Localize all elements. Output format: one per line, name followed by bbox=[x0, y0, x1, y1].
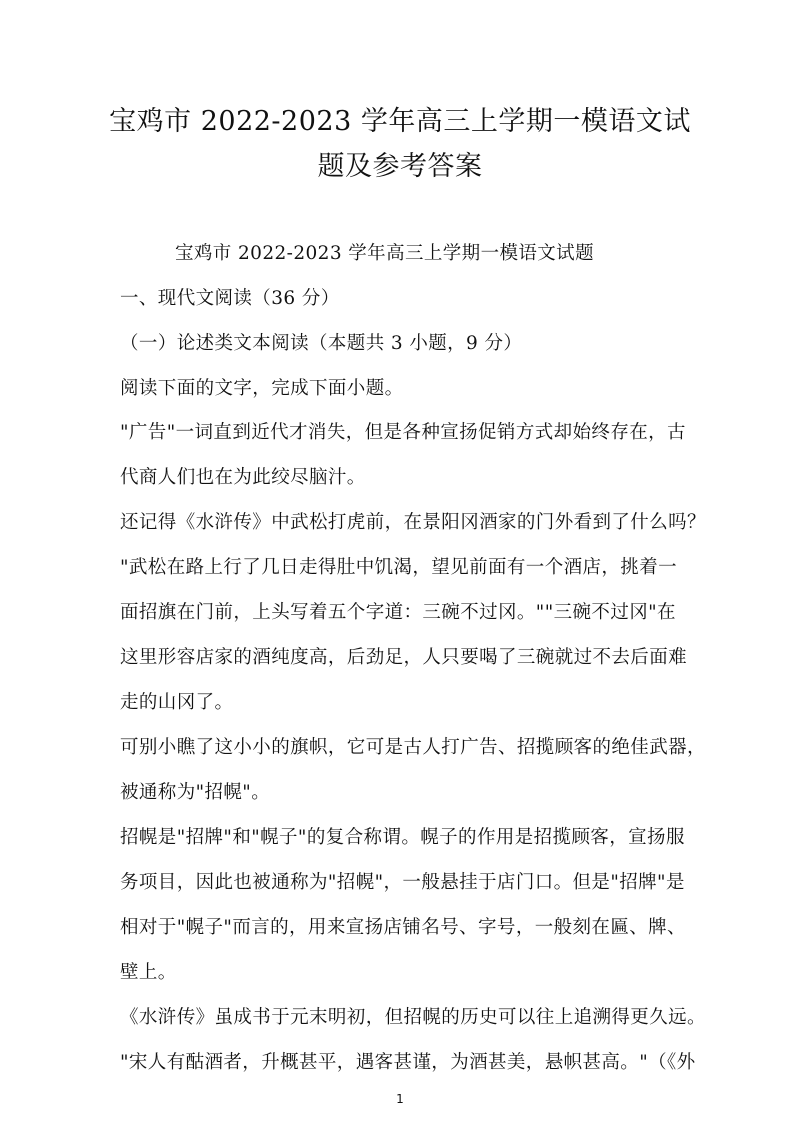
document-title-line-2: 题及参考答案 bbox=[317, 151, 483, 182]
body-line: 还记得《水浒传》中武松打虎前，在景阳冈酒家的门外看到了什么吗？ bbox=[120, 512, 706, 533]
section-heading: 一、现代文阅读（36 分） bbox=[120, 288, 340, 309]
body-line: 壁上。 bbox=[120, 962, 177, 983]
document-title-line-1: 宝鸡市 2022-2023 学年高三上学期一模语文试 bbox=[109, 106, 691, 137]
body-line: 招幌是"招牌"和"幌子"的复合称谓。幌子的作用是招揽顾客，宣扬服 bbox=[120, 827, 685, 848]
subsection-heading: （一）论述类文本阅读（本题共 3 小题，9 分） bbox=[120, 333, 523, 354]
page-number: 1 bbox=[396, 1092, 404, 1106]
body-line: 相对于"幌子"而言的，用来宣扬店铺名号、字号，一般刻在匾、牌、 bbox=[120, 917, 686, 938]
body-line: "广告"一词直到近代才消失，但是各种宣扬促销方式却始终存在，古 bbox=[120, 422, 686, 443]
body-line: "武松在路上行了几日走得肚中饥渴，望见前面有一个酒店，挑着一 bbox=[120, 557, 678, 578]
body-line: 务项目，因此也被通称为"招幌"，一般悬挂于店门口。但是"招牌"是 bbox=[120, 872, 685, 893]
body-line: 走的山冈了。 bbox=[120, 692, 234, 713]
instruction-text: 阅读下面的文字，完成下面小题。 bbox=[120, 378, 404, 399]
body-line: 代商人们也在为此绞尽脑汁。 bbox=[120, 467, 366, 488]
body-line: 可别小瞧了这小小的旗帜，它可是古人打广告、招揽顾客的绝佳武器， bbox=[120, 737, 706, 758]
exam-subtitle: 宝鸡市 2022-2023 学年高三上学期一模语文试题 bbox=[175, 243, 594, 264]
body-line: 这里形容店家的酒纯度高，后劲足，人只要喝了三碗就过不去后面难 bbox=[120, 647, 688, 668]
body-line: 被通称为"招幌"。 bbox=[120, 782, 271, 803]
body-line: "宋人有酤酒者，升概甚平，遇客甚谨，为酒甚美，悬帜甚高。"（《外 bbox=[120, 1052, 696, 1073]
body-line: 《水浒传》虽成书于元末明初，但招幌的历史可以往上追溯得更久远。 bbox=[120, 1007, 706, 1028]
body-line: 面招旗在门前，上头写着五个字道：三碗不过冈。""三碗不过冈"在 bbox=[120, 602, 676, 623]
